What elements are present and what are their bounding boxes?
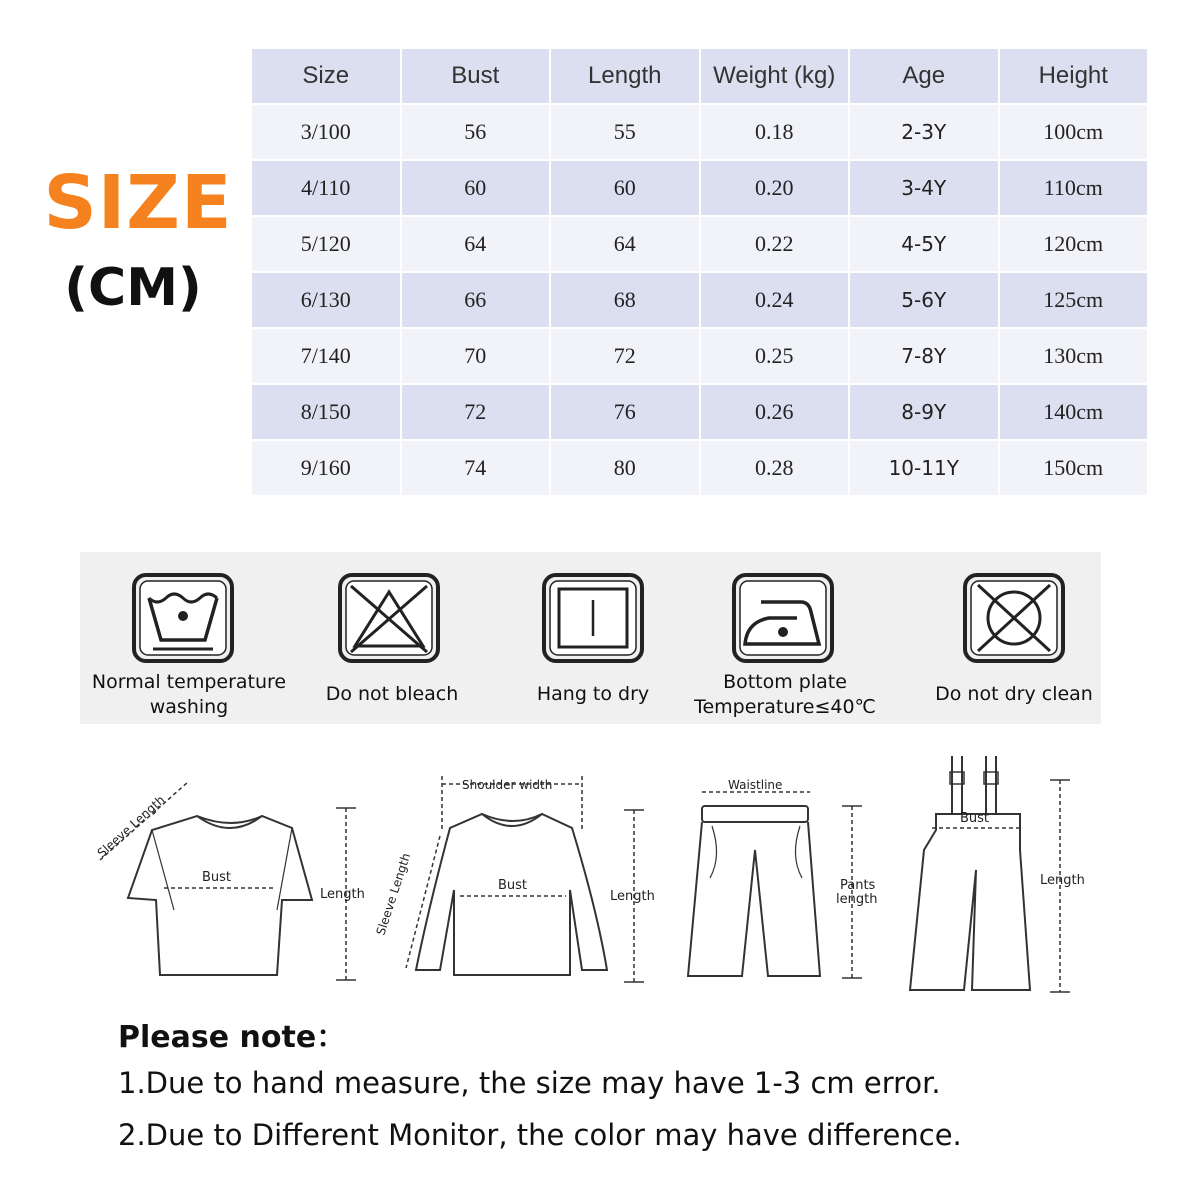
care-bleach-label: Do not bleach — [325, 683, 459, 705]
cell-bust: 60 — [402, 161, 550, 215]
pants-length-label-2: length — [836, 892, 878, 907]
header-size: Size — [252, 49, 400, 103]
care-instructions — [80, 552, 1101, 724]
cell-height: 120cm — [1000, 217, 1148, 271]
care-dry-clean — [904, 552, 1124, 724]
pants-diagram — [682, 770, 902, 990]
hang-dry-icon — [541, 572, 645, 664]
table-row — [252, 273, 1147, 327]
sweater-diagram — [372, 770, 672, 990]
note-title: Please note： — [118, 1020, 347, 1055]
header-height: Height — [1000, 49, 1148, 103]
sweater-sleeve-label: Sleeve Length — [373, 851, 414, 937]
note-item: 1.Due to hand measure, the size may have 1-3 cm error. — [118, 1066, 941, 1100]
care-bleach — [282, 552, 502, 724]
cell-size: 8/150 — [252, 385, 400, 439]
unit-heading: (CM) — [64, 258, 202, 318]
header-length: Length — [551, 49, 699, 103]
cell-age: 3-4Y — [850, 161, 998, 215]
wash-tub-icon — [131, 572, 235, 664]
cell-size: 6/130 — [252, 273, 400, 327]
cell-weight: 0.26 — [701, 385, 849, 439]
cell-weight: 0.24 — [701, 273, 849, 327]
no-dry-clean-icon — [962, 572, 1066, 664]
care-dry — [483, 552, 703, 724]
pants-length-label-1: Pants — [840, 878, 876, 893]
care-wash-label: Normal temperature washing — [91, 671, 287, 718]
cell-bust: 74 — [402, 441, 550, 495]
care-dry-label: Hang to dry — [536, 683, 650, 705]
cell-height: 110cm — [1000, 161, 1148, 215]
cell-size: 9/160 — [252, 441, 400, 495]
cell-weight: 0.25 — [701, 329, 849, 383]
header-weight: Weight (kg) — [701, 49, 849, 103]
header-bust: Bust — [402, 49, 550, 103]
table-row — [252, 329, 1147, 383]
table-row — [252, 105, 1147, 159]
no-bleach-icon — [337, 572, 441, 664]
iron-icon — [731, 572, 835, 664]
cell-weight: 0.18 — [701, 105, 849, 159]
overalls-bust-label: Bust — [960, 811, 990, 826]
cell-bust: 56 — [402, 105, 550, 159]
cell-weight: 0.22 — [701, 217, 849, 271]
cell-age: 2-3Y — [850, 105, 998, 159]
header-age: Age — [850, 49, 998, 103]
care-dry-clean-label: Do not dry clean — [935, 683, 1093, 705]
table-header-row — [252, 49, 1147, 103]
sweater-length-label: Length — [610, 889, 655, 904]
cell-age: 7-8Y — [850, 329, 998, 383]
sweater-shoulder-label: Shoulder width — [462, 778, 553, 792]
cell-age: 4-5Y — [850, 217, 998, 271]
table-row — [252, 161, 1147, 215]
cell-bust: 70 — [402, 329, 550, 383]
tshirt-diagram — [92, 770, 382, 990]
cell-size: 4/110 — [252, 161, 400, 215]
cell-bust: 66 — [402, 273, 550, 327]
overalls-diagram — [902, 750, 1112, 1000]
tshirt-sleeve-label: Sleeve Length — [94, 792, 168, 861]
cell-weight: 0.28 — [701, 441, 849, 495]
cell-length: 80 — [551, 441, 699, 495]
cell-height: 125cm — [1000, 273, 1148, 327]
table-row — [252, 385, 1147, 439]
care-wash — [79, 552, 299, 724]
tshirt-bust-label: Bust — [202, 870, 232, 885]
cell-size: 3/100 — [252, 105, 400, 159]
cell-age: 5-6Y — [850, 273, 998, 327]
note-item: 2.Due to Different Monitor, the color may have difference. — [118, 1118, 962, 1152]
cell-bust: 72 — [402, 385, 550, 439]
cell-bust: 64 — [402, 217, 550, 271]
sweater-bust-label: Bust — [498, 878, 528, 893]
cell-length: 76 — [551, 385, 699, 439]
cell-length: 55 — [551, 105, 699, 159]
table-row — [252, 217, 1147, 271]
cell-size: 5/120 — [252, 217, 400, 271]
cell-weight: 0.20 — [701, 161, 849, 215]
table-row — [252, 441, 1147, 495]
care-iron — [675, 552, 895, 724]
cell-height: 150cm — [1000, 441, 1148, 495]
cell-length: 60 — [551, 161, 699, 215]
cell-height: 140cm — [1000, 385, 1148, 439]
size-table — [250, 47, 1149, 497]
cell-length: 64 — [551, 217, 699, 271]
pants-waist-label: Waistline — [728, 778, 783, 792]
cell-height: 100cm — [1000, 105, 1148, 159]
cell-length: 72 — [551, 329, 699, 383]
overalls-length-label: Length — [1040, 873, 1085, 888]
cell-length: 68 — [551, 273, 699, 327]
tshirt-length-label: Length — [320, 887, 365, 902]
size-heading: SIZE — [43, 160, 233, 246]
cell-size: 7/140 — [252, 329, 400, 383]
care-iron-label: Bottom plate Temperature≤40℃ — [694, 671, 876, 718]
cell-age: 10-11Y — [850, 441, 998, 495]
cell-age: 8-9Y — [850, 385, 998, 439]
cell-height: 130cm — [1000, 329, 1148, 383]
